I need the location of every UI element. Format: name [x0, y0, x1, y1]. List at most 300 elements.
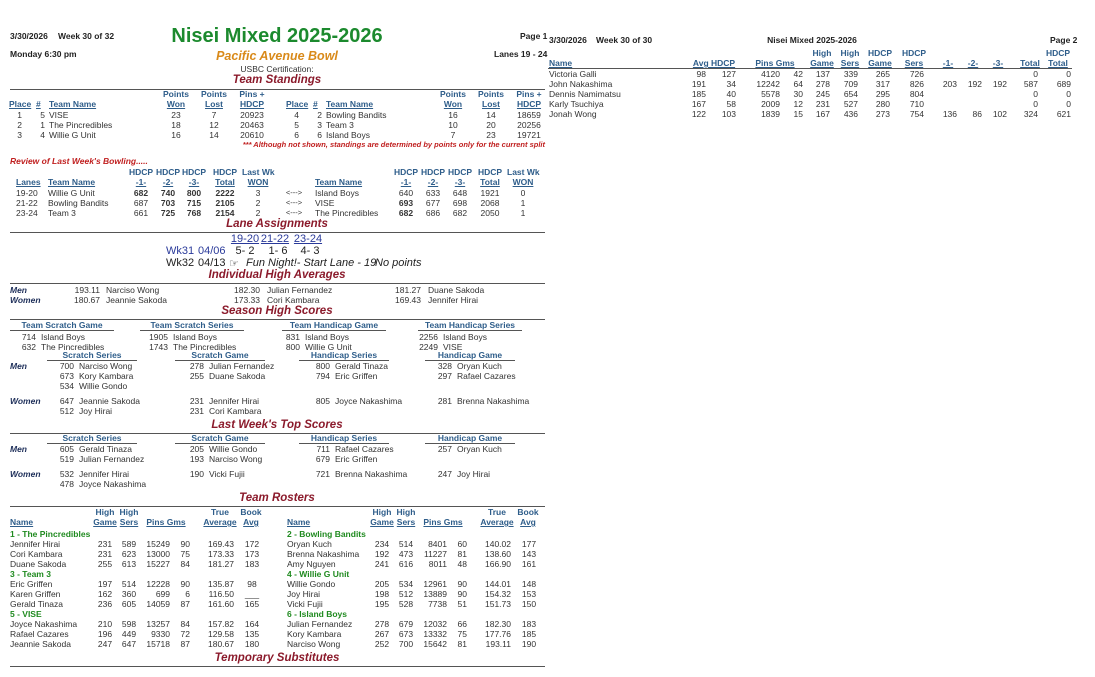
hdcp-game: 273: [875, 109, 890, 119]
high-series: 534: [398, 579, 414, 589]
review-title: Review of Last Week's Bowling.....: [10, 156, 148, 166]
section-title-averages: Individual High Averages: [208, 269, 346, 281]
place-header: Place: [9, 99, 32, 109]
handicap: 34: [726, 79, 736, 89]
points-won: 16: [448, 110, 458, 120]
score: 231: [189, 396, 204, 406]
team-number: 4: [40, 130, 45, 140]
average: 98: [696, 69, 706, 79]
pins-games-header: Pins Gms: [146, 517, 186, 527]
games-bowled: 64: [793, 79, 803, 89]
book-average: 165: [244, 599, 260, 609]
total: 587: [1023, 79, 1038, 89]
team-name: Willie G Unit: [305, 342, 352, 352]
team-score-header: Team Scratch Game: [21, 320, 103, 330]
lane-pair-header: 23-24: [293, 233, 323, 245]
team-score: 2256: [419, 332, 438, 342]
points-lost: 7: [211, 110, 217, 120]
average: 193.11: [74, 285, 100, 295]
high-game: 236: [97, 599, 113, 609]
high-game: 278: [815, 79, 830, 89]
week-32-date: 04/13: [198, 257, 226, 269]
average: 191: [691, 79, 706, 89]
review-header: HDCP: [128, 167, 154, 177]
true-average: 116.50: [208, 589, 234, 599]
lane-pair-header: 19-20: [230, 233, 260, 245]
average-header: Average: [203, 517, 237, 527]
gender-label-women: Women: [10, 469, 41, 479]
bowler-name: Joyce Nakashima: [79, 479, 147, 489]
games-won: 0: [520, 188, 526, 198]
lane-pair: 23-24: [16, 208, 38, 218]
sers-header: Sers: [840, 58, 860, 68]
game-3-header: -3-: [992, 58, 1004, 68]
book-average: 161: [521, 559, 537, 569]
team-name: Island Boys: [173, 332, 217, 342]
score: 519: [59, 454, 74, 464]
team-name: Willie G Unit: [48, 188, 95, 198]
game-score: 800: [186, 188, 202, 198]
bowler-name: Eric Griffen: [10, 579, 53, 589]
team-number: 3: [317, 120, 322, 130]
total-pins: 15249: [146, 539, 170, 549]
review-header: -1-: [135, 177, 147, 187]
place: 2: [17, 120, 22, 130]
games-bowled: 48: [457, 559, 467, 569]
team-score: 1743: [149, 342, 168, 352]
bowler-name: Amy Nguyen: [287, 559, 336, 569]
review-header: -2-: [427, 177, 439, 187]
team-name: The Pincredibles: [173, 342, 237, 352]
team-name: VISE: [49, 110, 69, 120]
games-bowled: 84: [180, 619, 190, 629]
game-1: 136: [942, 109, 957, 119]
true-average: 173.33: [208, 549, 234, 559]
bowler-name: Julian Fernandez: [267, 285, 333, 295]
game-score: 768: [186, 208, 202, 218]
handicap: 40: [726, 89, 736, 99]
games-bowled: 90: [180, 539, 190, 549]
true-average: 151.73: [485, 599, 511, 609]
versus-arrow: <--->: [285, 208, 303, 217]
gender-label: Women: [10, 295, 41, 305]
points-header: Points: [201, 89, 227, 99]
games-bowled: 87: [180, 639, 190, 649]
high-series: 589: [121, 539, 137, 549]
standings-note: *** Although not shown, standings are determined by points only for the current split: [242, 140, 545, 149]
total-pins: 9330: [151, 629, 170, 639]
team-name: Willie G Unit: [49, 130, 96, 140]
high-header: High: [812, 48, 832, 58]
place: 4: [294, 110, 299, 120]
score: 297: [437, 371, 452, 381]
points-header: Points: [163, 89, 189, 99]
true-header: True: [488, 507, 506, 517]
games-bowled: 90: [457, 579, 467, 589]
team-score-header: Team Handicap Game: [289, 320, 379, 330]
pins-plus-hdcp: 18659: [517, 110, 541, 120]
lane-pair: 19-20: [16, 188, 38, 198]
roster-team-name: 1 - The Pincredibles: [10, 529, 91, 539]
high-series: 528: [398, 599, 414, 609]
true-header: True: [211, 507, 229, 517]
bowler-name: Cori Kambara: [10, 549, 63, 559]
true-average: 138.60: [485, 549, 511, 559]
total-pins: 12961: [423, 579, 447, 589]
bowler-name: Gerald Tinaza: [10, 599, 63, 609]
bowler-name: Eric Griffen: [335, 454, 378, 464]
high-series: 473: [398, 549, 414, 559]
bowler-name: Karen Griffen: [10, 589, 61, 599]
games-bowled: 72: [180, 629, 190, 639]
lost-header: Lost: [482, 99, 500, 109]
average: 122: [691, 109, 706, 119]
average: 185: [691, 89, 706, 99]
games-bowled: 12: [793, 99, 803, 109]
bowler-name: Duane Sakoda: [10, 559, 67, 569]
game-score: 2068: [480, 198, 500, 208]
bowler-name: John Nakashima: [549, 79, 613, 89]
total-header: Total: [1020, 58, 1040, 68]
game-3: 102: [992, 109, 1007, 119]
pins-plus-hdcp: 20256: [517, 120, 541, 130]
wk31-lane-3: 4- 3: [300, 245, 320, 257]
high-game: 278: [374, 619, 390, 629]
points-won: 18: [171, 120, 181, 130]
high-game: 252: [374, 639, 390, 649]
bowler-name: Karly Tsuchiya: [549, 99, 604, 109]
individual-score-header: Scratch Game: [191, 433, 249, 443]
games-won: 3: [255, 188, 261, 198]
week-31-date: 04/06: [198, 245, 226, 257]
points-lost: 14: [209, 130, 219, 140]
high-series: 613: [121, 559, 137, 569]
total-pins: 4120: [761, 69, 780, 79]
bowler-name: Willie Gondo: [79, 381, 128, 391]
pins-plus-hdcp: 19721: [517, 130, 541, 140]
team-name: VISE: [443, 342, 463, 352]
total-header: Total: [1048, 58, 1068, 68]
team-score: 831: [285, 332, 300, 342]
individual-score-header: Handicap Series: [310, 350, 378, 360]
bowler-name: Duane Sakoda: [209, 371, 266, 381]
points-lost: 23: [486, 130, 496, 140]
games-bowled: 51: [457, 599, 467, 609]
individual-score-header: Handicap Game: [437, 433, 503, 443]
average-header: Average: [480, 517, 514, 527]
game-score: 698: [452, 198, 468, 208]
team-name: Team 3: [48, 208, 76, 218]
week-31: Wk31: [166, 245, 195, 257]
score: 711: [316, 444, 330, 454]
true-average: 161.60: [208, 599, 234, 609]
high-game: 255: [97, 559, 113, 569]
games-bowled: 75: [180, 549, 190, 559]
score: 700: [59, 361, 74, 371]
games-bowled: 30: [793, 89, 803, 99]
review-header: Last Wk: [242, 167, 275, 177]
hdcp-series: 804: [909, 89, 924, 99]
book-average: 164: [244, 619, 260, 629]
total-pins: 12228: [146, 579, 170, 589]
team-score: 2249: [419, 342, 438, 352]
bowler-name: Brenna Nakashima: [335, 469, 408, 479]
hdcp-game: 280: [875, 99, 890, 109]
report-title: Nisei Mixed 2025-2026: [767, 35, 857, 45]
lanes-header: Lanes: [16, 177, 41, 187]
bowler-name: Willie Gondo: [209, 444, 258, 454]
score: 605: [59, 444, 74, 454]
week-32: Wk32: [166, 257, 195, 269]
gender-label-men: Men: [10, 361, 27, 371]
score: 478: [59, 479, 74, 489]
individual-score-header: Scratch Series: [62, 433, 122, 443]
review-header: Total: [215, 177, 235, 187]
game-score: 715: [186, 198, 202, 208]
name-header: Name: [10, 517, 34, 527]
game-2: 86: [972, 109, 982, 119]
true-average: 193.11: [485, 639, 511, 649]
lanes-label: Lanes 19 - 24: [494, 49, 548, 59]
game-score: 682: [133, 188, 149, 198]
total-pins: 12242: [756, 79, 780, 89]
high-game: 234: [374, 539, 390, 549]
true-average: 181.27: [208, 559, 234, 569]
review-header: Total: [480, 177, 500, 187]
pins-header: Pins +: [516, 89, 542, 99]
bowler-name: Julian Fernandez: [287, 619, 353, 629]
high-series: 598: [121, 619, 137, 629]
bowler-name: Vicki Fujii: [287, 599, 323, 609]
review-header: HDCP: [393, 167, 419, 177]
total: 324: [1023, 109, 1038, 119]
lane-pair-header: 21-22: [260, 233, 290, 245]
true-average: 169.43: [208, 539, 234, 549]
book-average: 172: [244, 539, 260, 549]
games-won: 2: [255, 208, 261, 218]
games-bowled: 6: [185, 589, 190, 599]
points-lost: 14: [486, 110, 496, 120]
games-bowled: 87: [180, 599, 190, 609]
team-name: Island Boys: [305, 332, 349, 342]
points-header: Points: [478, 89, 504, 99]
bowler-name: Jennifer Hirai: [209, 396, 260, 406]
team-number: 5: [40, 110, 45, 120]
score: 721: [315, 469, 330, 479]
total-pins: 7738: [428, 599, 447, 609]
true-average: 140.02: [485, 539, 511, 549]
high-header: High: [840, 48, 860, 58]
place: 1: [17, 110, 22, 120]
week-label: Week 30 of 32: [58, 31, 115, 41]
total-pins: 5578: [761, 89, 780, 99]
review-header: -1-: [400, 177, 412, 187]
average: 169.43: [395, 295, 421, 305]
hdcp-total: 0: [1066, 99, 1071, 109]
score: 512: [59, 406, 74, 416]
high-game: 267: [374, 629, 390, 639]
report-title: Nisei Mixed 2025-2026: [171, 25, 383, 47]
game-score: 2050: [480, 208, 500, 218]
score: 278: [189, 361, 204, 371]
handicap: 103: [721, 109, 736, 119]
true-average: 182.30: [485, 619, 511, 629]
high-game: 167: [815, 109, 830, 119]
bowler-name: Brenna Nakashima: [287, 549, 360, 559]
game-score: 682: [398, 208, 414, 218]
team-score-header: Team Handicap Series: [424, 320, 516, 330]
section-title-season: Season High Scores: [221, 305, 333, 317]
total-pins: 1839: [761, 109, 780, 119]
game-2-header: -2-: [967, 58, 979, 68]
game-score: 2222: [215, 188, 235, 198]
roster-team-name: 2 - Bowling Bandits: [287, 529, 366, 539]
high-game: 195: [374, 599, 390, 609]
review-header: HDCP: [477, 167, 503, 177]
score: 193: [189, 454, 204, 464]
games-bowled: 15: [793, 109, 803, 119]
team-score: 632: [21, 342, 36, 352]
header-underline: [140, 330, 244, 331]
total-pins: 15718: [146, 639, 170, 649]
pins-plus-hdcp: 20610: [240, 130, 264, 140]
book-average: ___: [244, 589, 260, 599]
review-header: WON: [247, 177, 269, 187]
review-header: WON: [512, 177, 534, 187]
points-won: 16: [171, 130, 181, 140]
book-average: 177: [521, 539, 537, 549]
high-series: 360: [121, 589, 137, 599]
true-average: 144.01: [485, 579, 511, 589]
hdcp-header: HDCP: [867, 48, 893, 58]
high-game: 205: [374, 579, 390, 589]
high-header: High: [119, 507, 139, 517]
bowler-name: Willie Gondo: [287, 579, 336, 589]
team-name: The Pincredibles: [49, 120, 113, 130]
name-header: Name: [287, 517, 311, 527]
section-title-lanes: Lane Assignments: [226, 218, 328, 230]
high-series: 616: [398, 559, 414, 569]
number-header: #: [36, 99, 41, 109]
bowler-name: Jonah Wong: [549, 109, 597, 119]
total: 0: [1033, 69, 1038, 79]
header-underline: [10, 330, 114, 331]
games-bowled: 75: [457, 629, 467, 639]
points-header: Points: [440, 89, 466, 99]
bowler-name: Gerald Tinaza: [79, 444, 132, 454]
pins-games-header: Pins Gms: [423, 517, 463, 527]
total-pins: 12032: [423, 619, 447, 629]
bowler-name: Rafael Cazares: [10, 629, 69, 639]
score: 328: [437, 361, 452, 371]
games-won: 1: [520, 208, 526, 218]
high-game: 162: [97, 589, 113, 599]
pointing-hand-icon: ☞: [229, 258, 239, 270]
lane-pair: 21-22: [16, 198, 38, 208]
team-name: Island Boys: [326, 130, 370, 140]
book-avg-header: Avg: [243, 517, 259, 527]
gender-label-men: Men: [10, 444, 27, 454]
bowler-name: Cori Kambara: [267, 295, 320, 305]
book-header: Book: [240, 507, 262, 517]
hdcp-game: 295: [875, 89, 890, 99]
high-series: 647: [121, 639, 137, 649]
hdcp-header: HDCP: [239, 99, 265, 109]
hdcp-series: 710: [909, 99, 924, 109]
game-score: 1921: [480, 188, 500, 198]
wk31-lane-1: 5- 2: [235, 245, 255, 257]
book-average: 173: [244, 549, 260, 559]
total-pins: 13257: [146, 619, 170, 629]
high-game: 198: [374, 589, 390, 599]
won-header: Won: [443, 99, 463, 109]
rosters-divider: [10, 506, 545, 507]
total-pins: 15642: [423, 639, 447, 649]
place-header: Place: [286, 99, 309, 109]
bowler-name: Oryan Kuch: [287, 539, 332, 549]
high-header: High: [396, 507, 416, 517]
bowler-name: Jennifer Hirai: [10, 539, 61, 549]
team-name-header: Team Name: [326, 99, 374, 109]
true-average: 157.82: [208, 619, 234, 629]
team-name: Bowling Bandits: [326, 110, 387, 120]
team-name: Island Boys: [443, 332, 487, 342]
game-score: 725: [160, 208, 176, 218]
page-number: Page 1: [520, 31, 548, 41]
high-series: 709: [843, 79, 858, 89]
section-title-rosters: Team Rosters: [239, 492, 315, 504]
score: 794: [315, 371, 330, 381]
book-average: 148: [521, 579, 537, 589]
team-name-header: Team Name: [315, 177, 363, 187]
game-score: 677: [425, 198, 441, 208]
bowler-name: Eric Griffen: [335, 371, 378, 381]
team-name: VISE: [315, 198, 335, 208]
header-underline: [418, 330, 522, 331]
game-score: 2154: [215, 208, 235, 218]
high-game: 247: [97, 639, 113, 649]
total-pins: 14059: [146, 599, 170, 609]
gender-label-women: Women: [10, 396, 41, 406]
score: 231: [189, 406, 204, 416]
games-bowled: 81: [457, 549, 467, 559]
individual-score-header: Handicap Game: [437, 350, 503, 360]
game-score: 703: [160, 198, 176, 208]
day-time: Monday 6:30 pm: [10, 49, 77, 59]
bowler-name: Narciso Wong: [79, 361, 133, 371]
bowl-name: Pacific Avenue Bowl: [216, 49, 338, 63]
book-average: 183: [521, 619, 537, 629]
high-series: 514: [398, 539, 414, 549]
games-bowled: 81: [457, 639, 467, 649]
total-pins: 13000: [146, 549, 170, 559]
page-number: Page 2: [1050, 35, 1078, 45]
bowler-name: Victoria Galli: [549, 69, 597, 79]
bowler-name: Julian Fernandez: [79, 454, 145, 464]
book-average: 98: [247, 579, 257, 589]
game-score: 661: [133, 208, 149, 218]
high-series: 512: [398, 589, 414, 599]
game-header: Game: [93, 517, 117, 527]
game-score: 640: [398, 188, 414, 198]
games-bowled: 66: [457, 619, 467, 629]
pins-games-header: Pins Gms: [755, 58, 795, 68]
team-number: 1: [40, 120, 45, 130]
average: 181.27: [395, 285, 421, 295]
high-game: 210: [97, 619, 113, 629]
score: 532: [59, 469, 74, 479]
game-2: 192: [967, 79, 982, 89]
